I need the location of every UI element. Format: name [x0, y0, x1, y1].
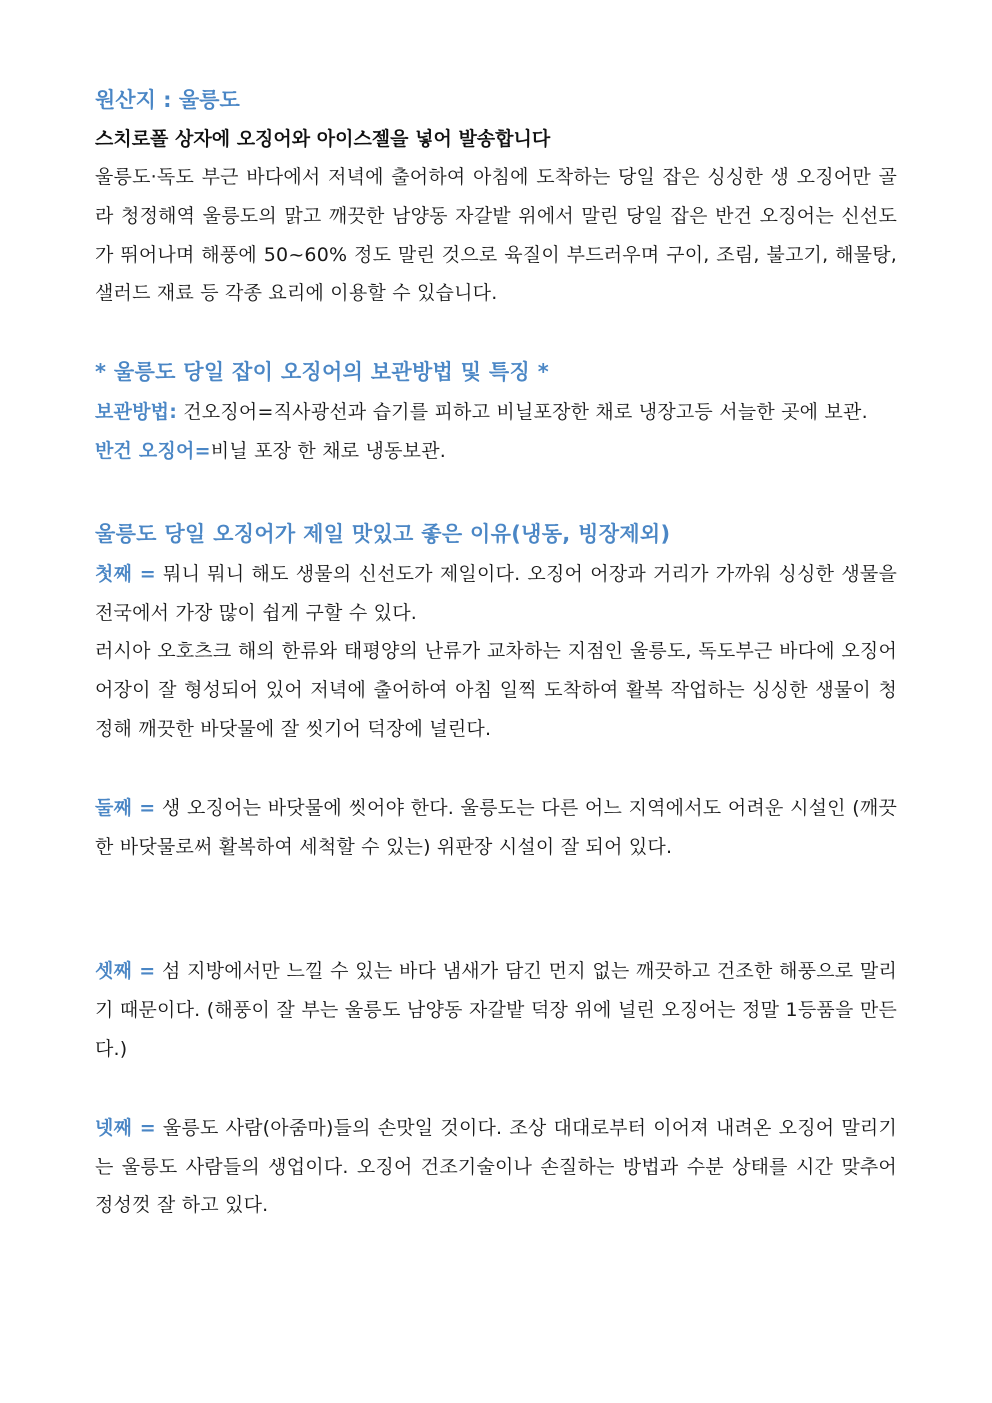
reason-second-label: 둘째 =: [95, 796, 156, 819]
storage-method-text: 건오징어=직사광선과 습기를 피하고 비닐포장한 채로 냉장고등 서늘한 곳에 보관.: [177, 401, 868, 424]
storage-heading: * 울릉도 당일 잡이 오징어의 보관방법 및 특징 *: [95, 360, 549, 385]
intro-paragraph: 울릉도·독도 부근 바다에서 저녁에 출어하여 아침에 도착하는 당일 잡은 싱싱한 생 오징어만 골라 청정해역 울릉도의 맑고 깨끗한 남양동 자갈밭 위에서 말린 당일 잡은 반건 오징어는 신선도가 뛰어나며 해풍에 50~60% 정도 말린 것으로 육질이 부드러우며 구이, 조림, 불고기, 해물탕, 샐러드 재료 등 각종 요리에 이용할 수 있습니다.: [95, 166, 897, 305]
storage-method-label: 보관방법:: [95, 401, 178, 424]
origin-line: 원산지 : 울릉도: [95, 88, 240, 112]
shipping-note: 스치로폴 상자에 오징어와 아이스젤을 넣어 발송합니다: [95, 128, 551, 150]
storage-semidried-label: 반건 오징어=: [95, 439, 211, 462]
reason-first-label: 첫째 =: [95, 562, 156, 585]
reason-first: [95, 555, 897, 633]
reason-third: [95, 952, 897, 1068]
reason-fourth-text: 울릉도 사람(아줌마)들의 손맛일 것이다. 조상 대대로부터 이어져 내려온 오징어 말리기는 울릉도 사람들의 생업이다. 오징어 건조기술이나 손질하는 방법과 수분 상태를 시간 맞추어 정성껏 잘 하고 있다.: [95, 1116, 897, 1217]
reason-second-text: 생 오징어는 바닷물에 씻어야 한다. 울릉도는 다른 어느 지역에서도 어려운 시설인 (깨끗한 바닷물로써 활복하여 세척할 수 있는) 위판장 시설이 잘 되어 있다.: [95, 796, 897, 858]
product-description: [95, 80, 897, 1225]
reason-fourth-label: 넷째 =: [95, 1116, 156, 1139]
reasons-heading: 울릉도 당일 오징어가 제일 맛있고 좋은 이유(냉동, 빙장제외): [95, 521, 671, 546]
reason-fourth: [95, 1109, 897, 1225]
reason-first-extra: 러시아 오호츠크 해의 한류와 태평양의 난류가 교차하는 지점인 울릉도, 독도부근 바다에 오징어 어장이 잘 형성되어 있어 저녁에 출어하여 아침 일찍 도착하여 활복 작업하는 싱싱한 생물이 청정해 깨끗한 바닷물에 잘 씻기어 덕장에 널린다.: [95, 640, 897, 740]
reason-first-text: 뭐니 뭐니 해도 생물의 신선도가 제일이다. 오징어 어장과 거리가 가까워 싱싱한 생물을 전국에서 가장 많이 쉽게 구할 수 있다.: [95, 562, 898, 624]
reason-second: [95, 789, 897, 867]
reason-third-label: 셋째 =: [95, 960, 156, 983]
storage-semidried-text: 비닐 포장 한 채로 냉동보관.: [210, 439, 447, 462]
storage-method: [95, 393, 897, 432]
reason-third-text: 섬 지방에서만 느낄 수 있는 바다 냄새가 담긴 먼지 없는 깨끗하고 건조한 해풍으로 말리기 때문이다. (해풍이 잘 부는 울릉도 남양동 자갈밭 덕장 위에 널린 오징어는 정말 1등품을 만든다.): [95, 960, 897, 1060]
storage-semidried: [95, 432, 897, 471]
